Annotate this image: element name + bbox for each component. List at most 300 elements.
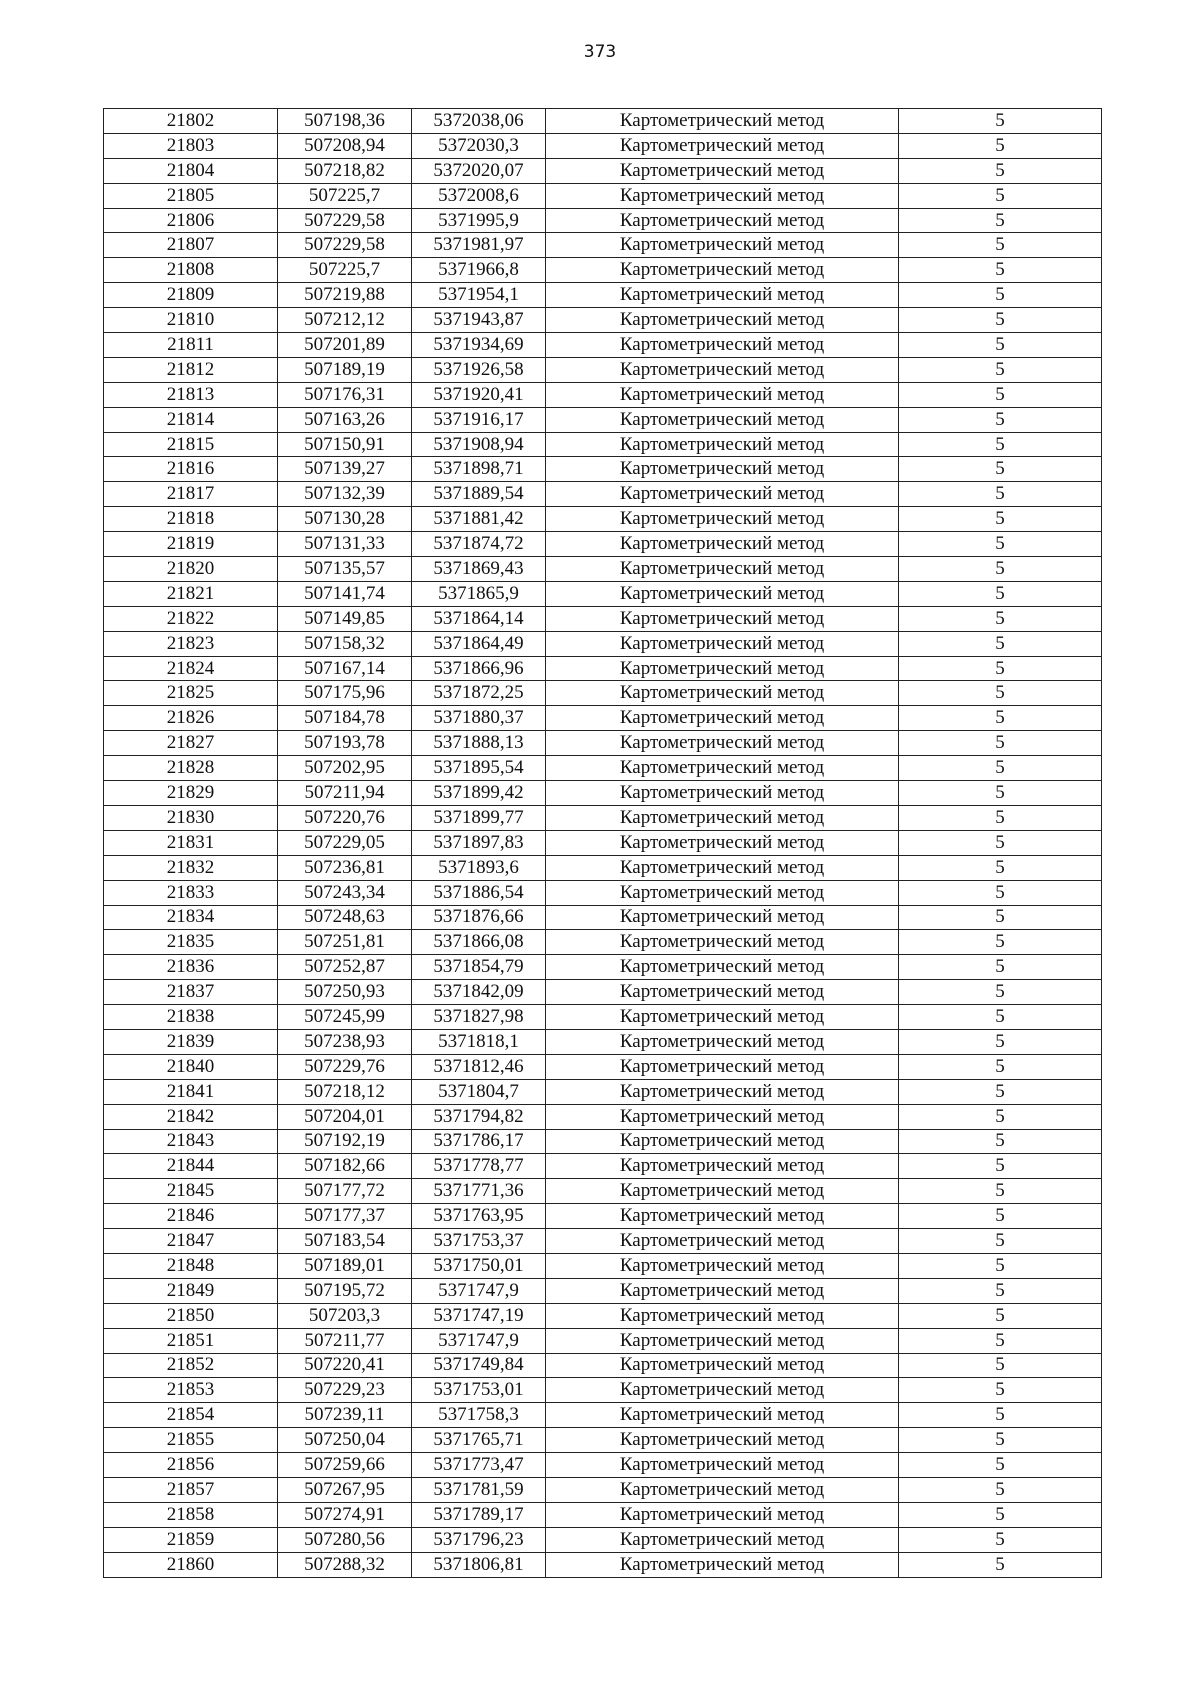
point-number-cell: 21853 [104, 1378, 278, 1403]
method-cell: Картометрический метод [546, 1029, 899, 1054]
method-cell: Картометрический метод [546, 1229, 899, 1254]
y-coordinate-cell: 5371827,98 [412, 1005, 546, 1030]
point-number-cell: 21824 [104, 656, 278, 681]
point-number-cell: 21849 [104, 1278, 278, 1303]
method-cell: Картометрический метод [546, 1179, 899, 1204]
x-coordinate-cell: 507189,01 [278, 1253, 412, 1278]
method-cell: Картометрический метод [546, 1253, 899, 1278]
x-coordinate-cell: 507245,99 [278, 1005, 412, 1030]
accuracy-cell: 5 [899, 1029, 1102, 1054]
x-coordinate-cell: 507150,91 [278, 432, 412, 457]
accuracy-cell: 5 [899, 781, 1102, 806]
table-row [104, 532, 1102, 557]
method-cell: Картометрический метод [546, 606, 899, 631]
method-cell: Картометрический метод [546, 1552, 899, 1577]
method-cell: Картометрический метод [546, 805, 899, 830]
method-cell: Картометрический метод [546, 382, 899, 407]
accuracy-cell: 5 [899, 656, 1102, 681]
point-number-cell: 21852 [104, 1353, 278, 1378]
table-row [104, 382, 1102, 407]
point-number-cell: 21803 [104, 133, 278, 158]
point-number-cell: 21844 [104, 1154, 278, 1179]
table-row [104, 1353, 1102, 1378]
point-number-cell: 21828 [104, 756, 278, 781]
accuracy-cell: 5 [899, 1353, 1102, 1378]
point-number-cell: 21836 [104, 955, 278, 980]
table-row [104, 930, 1102, 955]
table-row [104, 183, 1102, 208]
x-coordinate-cell: 507239,11 [278, 1403, 412, 1428]
table-row [104, 258, 1102, 283]
accuracy-cell: 5 [899, 1129, 1102, 1154]
point-number-cell: 21825 [104, 681, 278, 706]
y-coordinate-cell: 5371864,14 [412, 606, 546, 631]
table-row [104, 1403, 1102, 1428]
point-number-cell: 21822 [104, 606, 278, 631]
accuracy-cell: 5 [899, 507, 1102, 532]
x-coordinate-cell: 507229,76 [278, 1054, 412, 1079]
method-cell: Картометрический метод [546, 507, 899, 532]
y-coordinate-cell: 5371908,94 [412, 432, 546, 457]
x-coordinate-cell: 507259,66 [278, 1453, 412, 1478]
table-row [104, 432, 1102, 457]
x-coordinate-cell: 507183,54 [278, 1229, 412, 1254]
method-cell: Картометрический метод [546, 158, 899, 183]
x-coordinate-cell: 507250,04 [278, 1428, 412, 1453]
x-coordinate-cell: 507212,12 [278, 308, 412, 333]
accuracy-cell: 5 [899, 581, 1102, 606]
accuracy-cell: 5 [899, 905, 1102, 930]
table-row [104, 706, 1102, 731]
table-row [104, 482, 1102, 507]
method-cell: Картометрический метод [546, 357, 899, 382]
y-coordinate-cell: 5371763,95 [412, 1204, 546, 1229]
y-coordinate-cell: 5371898,71 [412, 457, 546, 482]
y-coordinate-cell: 5371747,19 [412, 1303, 546, 1328]
y-coordinate-cell: 5371778,77 [412, 1154, 546, 1179]
x-coordinate-cell: 507132,39 [278, 482, 412, 507]
method-cell: Картометрический метод [546, 930, 899, 955]
method-cell: Картометрический метод [546, 830, 899, 855]
table-row [104, 1154, 1102, 1179]
point-number-cell: 21837 [104, 980, 278, 1005]
method-cell: Картометрический метод [546, 233, 899, 258]
point-number-cell: 21851 [104, 1328, 278, 1353]
method-cell: Картометрический метод [546, 183, 899, 208]
table-row [104, 606, 1102, 631]
y-coordinate-cell: 5371786,17 [412, 1129, 546, 1154]
accuracy-cell: 5 [899, 980, 1102, 1005]
accuracy-cell: 5 [899, 681, 1102, 706]
accuracy-cell: 5 [899, 1428, 1102, 1453]
method-cell: Картометрический метод [546, 955, 899, 980]
accuracy-cell: 5 [899, 258, 1102, 283]
x-coordinate-cell: 507130,28 [278, 507, 412, 532]
table-row [104, 1552, 1102, 1577]
method-cell: Картометрический метод [546, 1477, 899, 1502]
point-number-cell: 21820 [104, 557, 278, 582]
accuracy-cell: 5 [899, 109, 1102, 134]
y-coordinate-cell: 5371804,7 [412, 1079, 546, 1104]
method-cell: Картометрический метод [546, 532, 899, 557]
y-coordinate-cell: 5371899,42 [412, 781, 546, 806]
method-cell: Картометрический метод [546, 631, 899, 656]
y-coordinate-cell: 5371888,13 [412, 731, 546, 756]
x-coordinate-cell: 507131,33 [278, 532, 412, 557]
accuracy-cell: 5 [899, 756, 1102, 781]
x-coordinate-cell: 507204,01 [278, 1104, 412, 1129]
y-coordinate-cell: 5371876,66 [412, 905, 546, 930]
method-cell: Картометрический метод [546, 432, 899, 457]
table-row [104, 1527, 1102, 1552]
y-coordinate-cell: 5371895,54 [412, 756, 546, 781]
x-coordinate-cell: 507229,05 [278, 830, 412, 855]
method-cell: Картометрический метод [546, 656, 899, 681]
y-coordinate-cell: 5371818,1 [412, 1029, 546, 1054]
table-row [104, 1477, 1102, 1502]
accuracy-cell: 5 [899, 1278, 1102, 1303]
y-coordinate-cell: 5371806,81 [412, 1552, 546, 1577]
x-coordinate-cell: 507251,81 [278, 930, 412, 955]
x-coordinate-cell: 507202,95 [278, 756, 412, 781]
accuracy-cell: 5 [899, 1403, 1102, 1428]
x-coordinate-cell: 507177,37 [278, 1204, 412, 1229]
x-coordinate-cell: 507238,93 [278, 1029, 412, 1054]
accuracy-cell: 5 [899, 382, 1102, 407]
table-row [104, 855, 1102, 880]
x-coordinate-cell: 507175,96 [278, 681, 412, 706]
x-coordinate-cell: 507139,27 [278, 457, 412, 482]
x-coordinate-cell: 507198,36 [278, 109, 412, 134]
table-row [104, 905, 1102, 930]
y-coordinate-cell: 5371796,23 [412, 1527, 546, 1552]
point-number-cell: 21810 [104, 308, 278, 333]
table-row [104, 1453, 1102, 1478]
y-coordinate-cell: 5371758,3 [412, 1403, 546, 1428]
y-coordinate-cell: 5371753,37 [412, 1229, 546, 1254]
y-coordinate-cell: 5371966,8 [412, 258, 546, 283]
point-number-cell: 21845 [104, 1179, 278, 1204]
accuracy-cell: 5 [899, 1054, 1102, 1079]
y-coordinate-cell: 5371765,71 [412, 1428, 546, 1453]
accuracy-cell: 5 [899, 1552, 1102, 1577]
accuracy-cell: 5 [899, 930, 1102, 955]
table-row [104, 233, 1102, 258]
x-coordinate-cell: 507135,57 [278, 557, 412, 582]
table-row [104, 507, 1102, 532]
accuracy-cell: 5 [899, 606, 1102, 631]
x-coordinate-cell: 507280,56 [278, 1527, 412, 1552]
accuracy-cell: 5 [899, 830, 1102, 855]
y-coordinate-cell: 5371943,87 [412, 308, 546, 333]
point-number-cell: 21846 [104, 1204, 278, 1229]
point-number-cell: 21808 [104, 258, 278, 283]
table-row [104, 1129, 1102, 1154]
accuracy-cell: 5 [899, 357, 1102, 382]
table-row [104, 1378, 1102, 1403]
point-number-cell: 21827 [104, 731, 278, 756]
method-cell: Картометрический метод [546, 457, 899, 482]
accuracy-cell: 5 [899, 1303, 1102, 1328]
y-coordinate-cell: 5371899,77 [412, 805, 546, 830]
point-number-cell: 21814 [104, 407, 278, 432]
x-coordinate-cell: 507252,87 [278, 955, 412, 980]
point-number-cell: 21850 [104, 1303, 278, 1328]
accuracy-cell: 5 [899, 1527, 1102, 1552]
point-number-cell: 21839 [104, 1029, 278, 1054]
point-number-cell: 21859 [104, 1527, 278, 1552]
method-cell: Картометрический метод [546, 1104, 899, 1129]
table-row [104, 681, 1102, 706]
x-coordinate-cell: 507193,78 [278, 731, 412, 756]
y-coordinate-cell: 5371893,6 [412, 855, 546, 880]
accuracy-cell: 5 [899, 557, 1102, 582]
method-cell: Картометрический метод [546, 781, 899, 806]
point-number-cell: 21819 [104, 532, 278, 557]
x-coordinate-cell: 507182,66 [278, 1154, 412, 1179]
accuracy-cell: 5 [899, 1453, 1102, 1478]
x-coordinate-cell: 507211,94 [278, 781, 412, 806]
point-number-cell: 21806 [104, 208, 278, 233]
x-coordinate-cell: 507167,14 [278, 656, 412, 681]
method-cell: Картометрический метод [546, 1428, 899, 1453]
x-coordinate-cell: 507225,7 [278, 183, 412, 208]
x-coordinate-cell: 507243,34 [278, 880, 412, 905]
y-coordinate-cell: 5372008,6 [412, 183, 546, 208]
x-coordinate-cell: 507163,26 [278, 407, 412, 432]
point-number-cell: 21857 [104, 1477, 278, 1502]
point-number-cell: 21858 [104, 1502, 278, 1527]
table-row [104, 1328, 1102, 1353]
x-coordinate-cell: 507219,88 [278, 283, 412, 308]
method-cell: Картометрический метод [546, 581, 899, 606]
y-coordinate-cell: 5371865,9 [412, 581, 546, 606]
x-coordinate-cell: 507211,77 [278, 1328, 412, 1353]
accuracy-cell: 5 [899, 1253, 1102, 1278]
table-row [104, 731, 1102, 756]
point-number-cell: 21832 [104, 855, 278, 880]
method-cell: Картометрический метод [546, 283, 899, 308]
accuracy-cell: 5 [899, 1378, 1102, 1403]
y-coordinate-cell: 5371981,97 [412, 233, 546, 258]
accuracy-cell: 5 [899, 1179, 1102, 1204]
point-number-cell: 21816 [104, 457, 278, 482]
accuracy-cell: 5 [899, 532, 1102, 557]
method-cell: Картометрический метод [546, 1129, 899, 1154]
method-cell: Картометрический метод [546, 1378, 899, 1403]
y-coordinate-cell: 5371889,54 [412, 482, 546, 507]
accuracy-cell: 5 [899, 1005, 1102, 1030]
point-number-cell: 21804 [104, 158, 278, 183]
method-cell: Картометрический метод [546, 905, 899, 930]
y-coordinate-cell: 5371771,36 [412, 1179, 546, 1204]
coordinates-table [103, 108, 1102, 1578]
method-cell: Картометрический метод [546, 980, 899, 1005]
point-number-cell: 21802 [104, 109, 278, 134]
accuracy-cell: 5 [899, 1079, 1102, 1104]
method-cell: Картометрический метод [546, 1054, 899, 1079]
point-number-cell: 21823 [104, 631, 278, 656]
table-row [104, 308, 1102, 333]
method-cell: Картометрический метод [546, 1303, 899, 1328]
y-coordinate-cell: 5371872,25 [412, 681, 546, 706]
method-cell: Картометрический метод [546, 1453, 899, 1478]
x-coordinate-cell: 507201,89 [278, 333, 412, 358]
x-coordinate-cell: 507288,32 [278, 1552, 412, 1577]
x-coordinate-cell: 507208,94 [278, 133, 412, 158]
x-coordinate-cell: 507220,41 [278, 1353, 412, 1378]
method-cell: Картометрический метод [546, 109, 899, 134]
y-coordinate-cell: 5371874,72 [412, 532, 546, 557]
method-cell: Картометрический метод [546, 1328, 899, 1353]
method-cell: Картометрический метод [546, 756, 899, 781]
point-number-cell: 21855 [104, 1428, 278, 1453]
accuracy-cell: 5 [899, 457, 1102, 482]
x-coordinate-cell: 507218,12 [278, 1079, 412, 1104]
method-cell: Картометрический метод [546, 557, 899, 582]
point-number-cell: 21818 [104, 507, 278, 532]
y-coordinate-cell: 5371995,9 [412, 208, 546, 233]
page-number: 373 [583, 42, 617, 62]
y-coordinate-cell: 5371866,96 [412, 656, 546, 681]
accuracy-cell: 5 [899, 283, 1102, 308]
accuracy-cell: 5 [899, 233, 1102, 258]
x-coordinate-cell: 507229,58 [278, 208, 412, 233]
x-coordinate-cell: 507141,74 [278, 581, 412, 606]
method-cell: Картометрический метод [546, 258, 899, 283]
point-number-cell: 21860 [104, 1552, 278, 1577]
point-number-cell: 21813 [104, 382, 278, 407]
x-coordinate-cell: 507203,3 [278, 1303, 412, 1328]
point-number-cell: 21843 [104, 1129, 278, 1154]
table-row [104, 781, 1102, 806]
accuracy-cell: 5 [899, 731, 1102, 756]
method-cell: Картометрический метод [546, 1154, 899, 1179]
table-row [104, 109, 1102, 134]
accuracy-cell: 5 [899, 183, 1102, 208]
x-coordinate-cell: 507274,91 [278, 1502, 412, 1527]
y-coordinate-cell: 5371747,9 [412, 1278, 546, 1303]
point-number-cell: 21834 [104, 905, 278, 930]
table-row [104, 357, 1102, 382]
method-cell: Картометрический метод [546, 333, 899, 358]
y-coordinate-cell: 5371749,84 [412, 1353, 546, 1378]
y-coordinate-cell: 5371789,17 [412, 1502, 546, 1527]
table-row [104, 158, 1102, 183]
method-cell: Картометрический метод [546, 880, 899, 905]
x-coordinate-cell: 507236,81 [278, 855, 412, 880]
x-coordinate-cell: 507158,32 [278, 631, 412, 656]
y-coordinate-cell: 5371747,9 [412, 1328, 546, 1353]
y-coordinate-cell: 5371864,49 [412, 631, 546, 656]
table-row [104, 805, 1102, 830]
point-number-cell: 21821 [104, 581, 278, 606]
table-row [104, 1179, 1102, 1204]
coordinates-table-body [104, 109, 1102, 1578]
accuracy-cell: 5 [899, 805, 1102, 830]
point-number-cell: 21829 [104, 781, 278, 806]
x-coordinate-cell: 507195,72 [278, 1278, 412, 1303]
y-coordinate-cell: 5371881,42 [412, 507, 546, 532]
table-row [104, 333, 1102, 358]
table-row [104, 407, 1102, 432]
point-number-cell: 21842 [104, 1104, 278, 1129]
table-row [104, 1029, 1102, 1054]
method-cell: Картометрический метод [546, 407, 899, 432]
table-row [104, 955, 1102, 980]
y-coordinate-cell: 5372030,3 [412, 133, 546, 158]
table-row [104, 283, 1102, 308]
y-coordinate-cell: 5371794,82 [412, 1104, 546, 1129]
point-number-cell: 21840 [104, 1054, 278, 1079]
point-number-cell: 21815 [104, 432, 278, 457]
table-row [104, 1303, 1102, 1328]
y-coordinate-cell: 5371854,79 [412, 955, 546, 980]
method-cell: Картометрический метод [546, 1353, 899, 1378]
point-number-cell: 21826 [104, 706, 278, 731]
method-cell: Картометрический метод [546, 308, 899, 333]
point-number-cell: 21817 [104, 482, 278, 507]
point-number-cell: 21847 [104, 1229, 278, 1254]
x-coordinate-cell: 507225,7 [278, 258, 412, 283]
y-coordinate-cell: 5371880,37 [412, 706, 546, 731]
accuracy-cell: 5 [899, 482, 1102, 507]
point-number-cell: 21812 [104, 357, 278, 382]
point-number-cell: 21841 [104, 1079, 278, 1104]
table-row [104, 1079, 1102, 1104]
point-number-cell: 21856 [104, 1453, 278, 1478]
table-row [104, 830, 1102, 855]
x-coordinate-cell: 507229,23 [278, 1378, 412, 1403]
accuracy-cell: 5 [899, 208, 1102, 233]
x-coordinate-cell: 507192,19 [278, 1129, 412, 1154]
y-coordinate-cell: 5371753,01 [412, 1378, 546, 1403]
accuracy-cell: 5 [899, 407, 1102, 432]
table-row [104, 656, 1102, 681]
y-coordinate-cell: 5371954,1 [412, 283, 546, 308]
method-cell: Картометрический метод [546, 1527, 899, 1552]
y-coordinate-cell: 5371886,54 [412, 880, 546, 905]
point-number-cell: 21835 [104, 930, 278, 955]
table-row [104, 631, 1102, 656]
point-number-cell: 21848 [104, 1253, 278, 1278]
method-cell: Картометрический метод [546, 1079, 899, 1104]
accuracy-cell: 5 [899, 631, 1102, 656]
table-row [104, 557, 1102, 582]
table-row [104, 208, 1102, 233]
accuracy-cell: 5 [899, 1154, 1102, 1179]
x-coordinate-cell: 507218,82 [278, 158, 412, 183]
table-row [104, 581, 1102, 606]
y-coordinate-cell: 5371926,58 [412, 357, 546, 382]
accuracy-cell: 5 [899, 133, 1102, 158]
x-coordinate-cell: 507220,76 [278, 805, 412, 830]
method-cell: Картометрический метод [546, 1005, 899, 1030]
accuracy-cell: 5 [899, 1104, 1102, 1129]
table-row [104, 133, 1102, 158]
point-number-cell: 21831 [104, 830, 278, 855]
point-number-cell: 21854 [104, 1403, 278, 1428]
accuracy-cell: 5 [899, 955, 1102, 980]
point-number-cell: 21838 [104, 1005, 278, 1030]
y-coordinate-cell: 5371773,47 [412, 1453, 546, 1478]
y-coordinate-cell: 5371812,46 [412, 1054, 546, 1079]
table-row [104, 1253, 1102, 1278]
accuracy-cell: 5 [899, 308, 1102, 333]
y-coordinate-cell: 5371866,08 [412, 930, 546, 955]
table-row [104, 1005, 1102, 1030]
accuracy-cell: 5 [899, 1477, 1102, 1502]
